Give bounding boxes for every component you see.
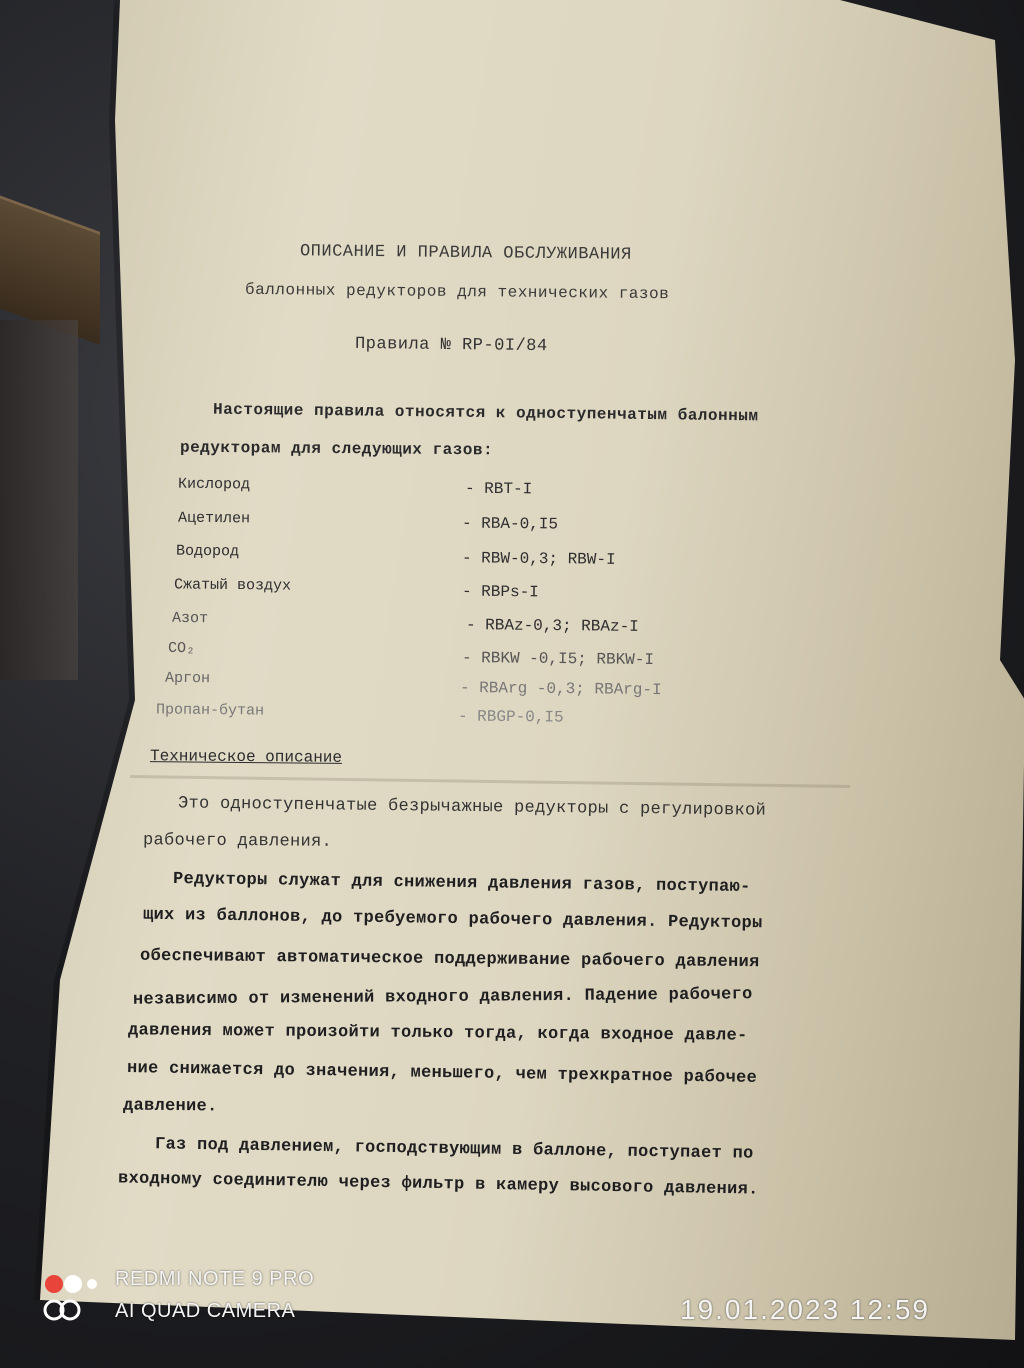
paragraph-line: Редукторы служат для снижения давления газов, поступаю- (172, 869, 751, 898)
gas-model-acetylene: - RBA-0,I5 (461, 514, 559, 534)
gas-model-propane-butane: - RBGP-0,I5 (457, 707, 564, 727)
paragraph-line: независимо от изменений входного давления. Падение рабочего (132, 985, 753, 1010)
section-title: Техническое описание (149, 747, 343, 767)
gas-name-acetylene: Ацетилен (177, 509, 251, 528)
paragraph-line: давление. (122, 1096, 218, 1117)
gas-name-propane-butane: Пропан-бутан (155, 701, 265, 720)
gas-name-nitrogen: Азот (171, 609, 209, 628)
gas-model-hydrogen: - RBW-0,3; RBW-I (461, 549, 616, 569)
camera-logo-icon (42, 1270, 98, 1326)
rule-number: Правила № RP-0I/84 (354, 334, 548, 357)
gas-name-argon: Аргон (164, 669, 211, 688)
gas-name-compressed-air: Сжатый воздух (173, 576, 292, 595)
paragraph-line: обеспечивают автоматическое поддерживание рабочего давления (139, 946, 760, 973)
gas-model-argon: - RBArg -0,3; RBArg-I (459, 678, 662, 700)
paragraph-line: щих из баллонов, до требуемого рабочего давления. Редукторы (142, 905, 763, 934)
paragraph-line: Это одноступенчатые безрычажные редукторы с регулировкой (177, 794, 767, 821)
paragraph-line: ние снижается до значения, меньшего, чем трехкратное рабочее (126, 1059, 758, 1088)
document-title: ОПИСАНИЕ И ПРАВИЛА ОБСЛУЖИВАНИЯ (299, 242, 632, 265)
gas-name-hydrogen: Водород (175, 542, 240, 561)
gas-model-nitrogen: - RBAz-0,3; RBAz-I (465, 616, 639, 636)
gas-model-co2: - RBKW -0,I5; RBKW-I (461, 648, 655, 670)
gas-name-oxygen: Кислород (177, 475, 251, 494)
document-subtitle: баллонных редукторов для технических газов (244, 280, 670, 304)
paragraph-line: Газ под давлением, господствующим в баллоне, поступает по (154, 1135, 754, 1164)
watermark-device: REDMI NOTE 9 PRO (115, 1268, 315, 1290)
paragraph-line: входному соединителю через фильтр в камеру высового давления. (117, 1169, 759, 1200)
gas-model-oxygen: - RBT-I (464, 479, 533, 499)
intro-line-2: редукторам для следующих газов: (179, 438, 494, 460)
intro-line-1: Настоящие правила относятся к одноступенчатым балонным (212, 400, 759, 426)
background-paper-edge (0, 320, 78, 680)
gas-model-compressed-air: - RBPs-I (461, 582, 539, 602)
paragraph-line: давления может произойти только тогда, когда входное давле- (127, 1021, 748, 1046)
paragraph-line: рабочего давления. (142, 831, 333, 852)
watermark-datetime: 19.01.2023 12:59 (680, 1294, 930, 1325)
watermark-camera: AI QUAD CAMERA (115, 1300, 296, 1322)
gas-name-co2: CO₂ (167, 639, 196, 658)
